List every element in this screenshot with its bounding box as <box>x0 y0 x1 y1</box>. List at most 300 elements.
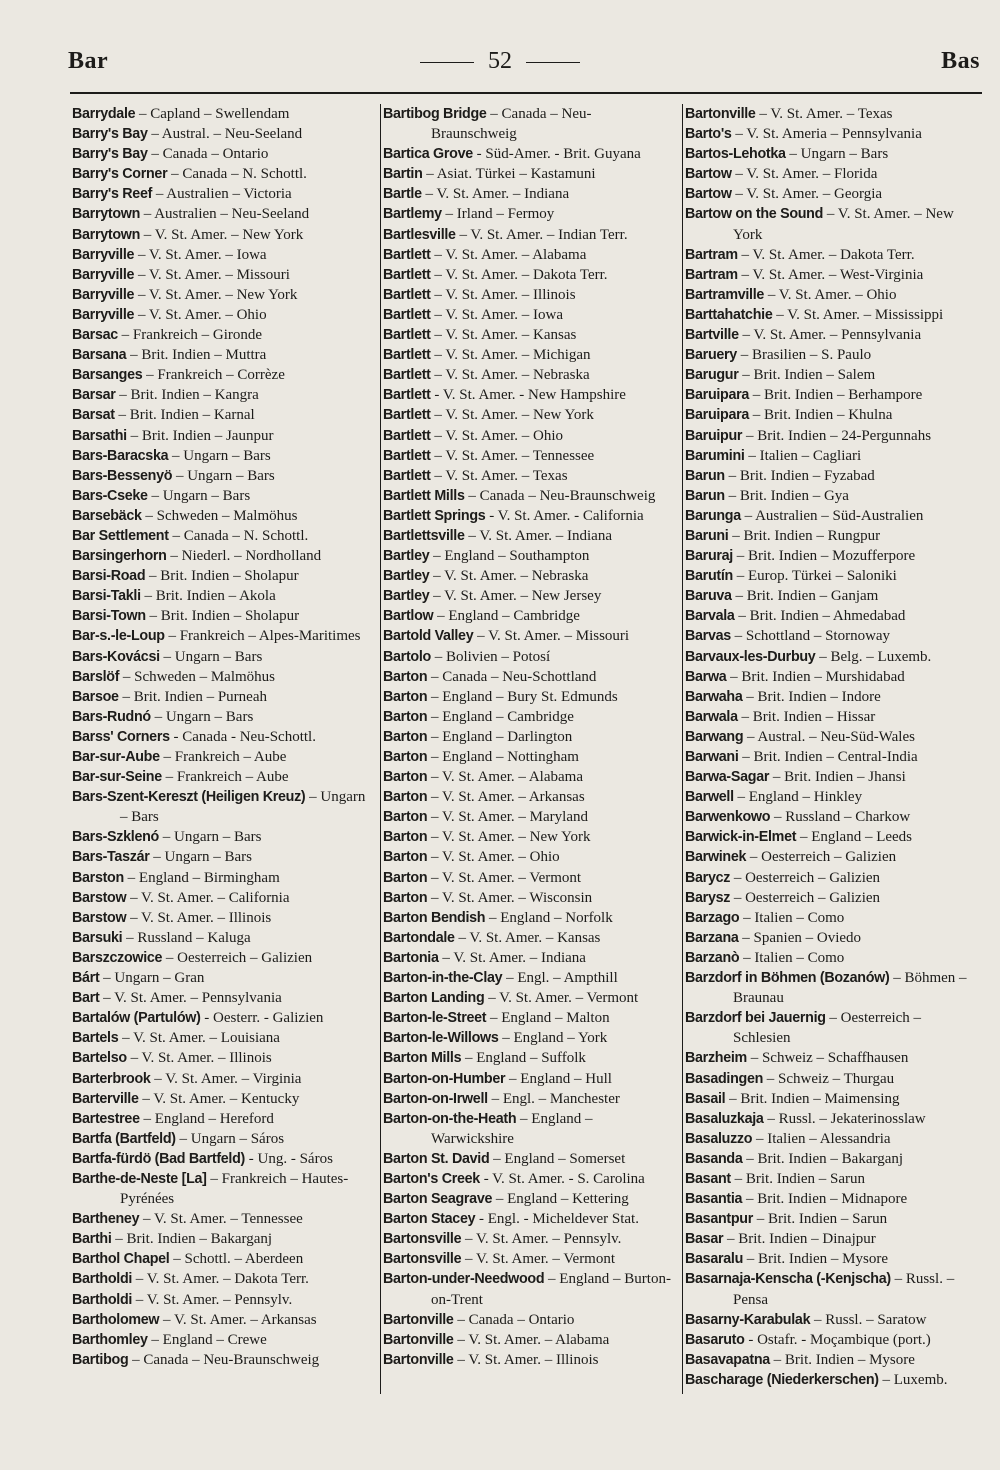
entry-placename: Bartonia <box>383 949 439 966</box>
gazetteer-entry <box>72 285 374 305</box>
header-dash-right <box>526 62 580 63</box>
gazetteer-entry <box>383 325 674 345</box>
entry-placename: Bartlett <box>383 427 431 444</box>
entry-placename: Barton-on-the-Heath <box>383 1110 517 1127</box>
entry-placename: Barwang <box>685 728 744 745</box>
entry-location: – V. St. Amer. – Iowa <box>134 246 267 263</box>
entry-location: – Ungarn – Bars <box>147 487 251 504</box>
gazetteer-entry <box>383 707 674 727</box>
entry-location: – Brit. Indien – 24-Pergunnahs <box>742 427 932 444</box>
entry-placename: Barsathi <box>72 427 127 444</box>
entry-location: - Engl. - Micheldever Stat. <box>475 1211 639 1228</box>
gazetteer-entry <box>72 707 374 727</box>
gazetteer-entry <box>685 265 982 285</box>
entry-location: – Brit. Indien – Karnal <box>114 407 255 424</box>
entry-location: – England – York <box>498 1030 608 1047</box>
entry-location: – Brit. Indien – Mysore <box>769 1351 915 1368</box>
entry-placename: Basaluzkaja <box>685 1110 764 1127</box>
entry-location: – Canada – Ontario <box>147 146 269 163</box>
entry-placename: Bartlesville <box>383 226 456 243</box>
gazetteer-entry <box>685 1069 982 1089</box>
entry-placename: Bartow <box>685 186 732 203</box>
column-2 <box>380 104 674 1394</box>
gazetteer-entry <box>72 245 374 265</box>
entry-placename: Barunga <box>685 507 741 524</box>
entry-location: – V. St. Amer. – Nebraska <box>430 367 590 384</box>
entry-location: – Brit. Indien – Jaunpur <box>126 427 274 444</box>
gazetteer-entry <box>383 204 674 224</box>
entry-location: - Oesterr. - Galizien <box>200 1010 324 1027</box>
entry-location: – V. St. Amer. – Indiana <box>421 186 570 203</box>
entry-placename: Barvala <box>685 608 735 625</box>
gazetteer-entry <box>383 506 674 526</box>
entry-placename: Barycz <box>685 869 731 886</box>
entry-placename: Barsebäck <box>72 507 142 524</box>
entry-placename: Barthe-de-Neste [La] <box>72 1170 207 1187</box>
entry-location: – England – Bury St. Edmunds <box>427 688 618 705</box>
entry-placename: Bartley <box>383 588 430 605</box>
gazetteer-entry <box>383 566 674 586</box>
entry-location: – Russl. – Pensa <box>733 1271 955 1308</box>
gazetteer-entry <box>72 526 374 546</box>
gazetteer-entry <box>685 345 982 365</box>
entry-placename: Bars-Taszár <box>72 849 150 866</box>
gazetteer-entry <box>383 847 674 867</box>
entry-placename: Bartramville <box>685 286 765 303</box>
entry-location: – England – Somerset <box>489 1150 626 1167</box>
gazetteer-entry <box>685 1209 982 1229</box>
entry-placename: Barzdorf in Böhmen (Bozanów) <box>685 970 890 987</box>
gazetteer-entry <box>685 1109 982 1129</box>
entry-placename: Barrytown <box>72 226 141 243</box>
entry-placename: Bartlett <box>383 306 431 323</box>
entry-location: – V. St. Amer. – Indiana <box>464 527 612 544</box>
gazetteer-entry <box>383 1169 674 1189</box>
gazetteer-entry <box>685 787 982 807</box>
entry-location: – V. St. Amer. – Dakota Terr. <box>737 246 915 263</box>
header-dash-left <box>420 62 474 63</box>
header-rule <box>70 92 982 94</box>
entry-location: – Asiat. Türkei – Kastamuni <box>422 166 596 183</box>
gazetteer-entry <box>685 426 982 446</box>
entry-location: – Europ. Türkei – Saloniki <box>732 568 897 585</box>
entry-placename: Barry's Bay <box>72 146 148 163</box>
entry-location: – V. St. Amer. – Ohio <box>764 286 897 303</box>
entry-placename: Barry's Corner <box>72 166 168 183</box>
entry-placename: Barwinek <box>685 849 747 866</box>
entry-location: – V. St. Ameria – Pennsylvania <box>731 126 922 143</box>
entry-location: – Ungarn – Bars <box>172 467 275 484</box>
gazetteer-entry <box>685 1370 982 1390</box>
entry-location: – Brit. Indien – Akola <box>140 588 276 605</box>
gazetteer-entry <box>383 426 674 446</box>
entry-location: – Brit. Indien – Indore <box>742 688 881 705</box>
entry-location: – Capland – Swellendam <box>135 106 290 122</box>
entry-location: – Russl. – Saratow <box>810 1311 927 1328</box>
entry-placename: Barwenkowo <box>685 809 771 826</box>
gazetteer-entry <box>685 687 982 707</box>
entry-placename: Basanda <box>685 1150 743 1167</box>
gazetteer-entry <box>383 285 674 305</box>
gazetteer-entry <box>383 446 674 466</box>
entry-location: – Bolivien – Potosí <box>430 648 551 665</box>
entry-location: – Oesterreich – Galizien <box>162 949 313 966</box>
entry-location: – Brit. Indien – Sholapur <box>145 568 299 585</box>
entry-location: – V. St. Amer. – Tennessee <box>430 447 595 464</box>
gazetteer-entry <box>685 285 982 305</box>
entry-location: – Oesterreich – Galizien <box>746 849 897 866</box>
entry-location: – Ungarn – Bars <box>168 447 271 464</box>
entry-placename: Basail <box>685 1090 726 1107</box>
entry-location: – Brit. Indien – Muttra <box>126 347 267 364</box>
entry-placename: Bartow <box>685 166 732 183</box>
gazetteer-entry <box>72 466 374 486</box>
entry-location: – V. St. Amer. – Ohio <box>134 306 267 323</box>
entry-placename: Bartos-Lehotka <box>685 146 786 163</box>
entry-location: – Brit. Indien – Central-India <box>738 749 918 765</box>
entry-placename: Barsac <box>72 327 118 344</box>
entry-location: – V. St. Amer. – Maryland <box>427 809 588 826</box>
entry-location: – Australien – Victoria <box>152 186 292 203</box>
entry-location: – Canada – Ontario <box>453 1311 575 1328</box>
gazetteer-entry <box>72 566 374 586</box>
gazetteer-entry <box>383 767 674 787</box>
entry-placename: Bars-Rudnó <box>72 708 151 725</box>
entry-location: – V. St. Amer. – Arkansas <box>427 789 585 806</box>
entry-placename: Barton-on-Irwell <box>383 1090 488 1107</box>
gazetteer-entry <box>72 1229 374 1249</box>
gazetteer-entry <box>72 747 374 767</box>
entry-location: – Engl. – Manchester <box>487 1090 620 1107</box>
entry-location: – Brit. Indien – Mysore <box>743 1251 888 1268</box>
entry-placename: Bartlett <box>383 407 431 424</box>
gazetteer-entry <box>72 124 374 144</box>
gazetteer-entry <box>383 486 674 506</box>
gazetteer-entry <box>383 1189 674 1209</box>
gazetteer-entry <box>72 928 374 948</box>
gazetteer-entry <box>72 667 374 687</box>
entry-location: – England – Warwickshire <box>431 1110 593 1147</box>
gazetteer-entry <box>72 446 374 466</box>
entry-placename: Barsi-Town <box>72 608 146 625</box>
entry-location: – V. St. Amer. – Wisconsin <box>427 889 593 906</box>
gazetteer-entry <box>685 365 982 385</box>
gazetteer-entry <box>383 727 674 747</box>
entry-placename: Bartow on the Sound <box>685 206 824 223</box>
entry-location: – V. St. Amer. – Vermont <box>484 990 639 1007</box>
gazetteer-entry <box>685 446 982 466</box>
entry-placename: Barry's Bay <box>72 126 148 143</box>
gazetteer-entry <box>685 104 982 124</box>
entry-placename: Bars-Cseke <box>72 487 148 504</box>
entry-location: – Canada – N. Schottl. <box>167 166 307 183</box>
gazetteer-entry <box>383 1028 674 1048</box>
entry-placename: Barsat <box>72 407 115 424</box>
entry-location: – V. St. Amer. – Ohio <box>430 427 564 444</box>
gazetteer-entry <box>383 385 674 405</box>
entry-placename: Barwani <box>685 749 739 765</box>
gazetteer-entry <box>72 948 374 968</box>
gazetteer-entry <box>685 204 982 244</box>
entry-location: – V. St. Amer. – Mississippi <box>772 306 944 323</box>
gazetteer-entry <box>72 345 374 365</box>
entry-location: – Brit. Indien – Midnapore <box>742 1191 908 1208</box>
gazetteer-entry <box>383 546 674 566</box>
entry-location: – Belg. – Luxemb. <box>815 648 932 665</box>
entry-placename: Barsoe <box>72 688 119 705</box>
gazetteer-entry <box>383 1209 674 1229</box>
entry-location: – V. St. Amer. – Alabama <box>430 246 587 263</box>
entry-location: – Brit. Indien – Fyzabad <box>724 467 875 484</box>
entry-placename: Bartibog <box>72 1351 129 1368</box>
entry-location: – V. St. Amer. – Illinois <box>453 1351 599 1368</box>
entry-placename: Bart <box>72 990 100 1007</box>
gazetteer-entry <box>72 827 374 847</box>
gazetteer-entry <box>383 245 674 265</box>
entry-placename: Barrytown <box>72 206 141 223</box>
gazetteer-entry <box>72 1149 374 1169</box>
entry-location: – England – Norfolk <box>485 909 613 926</box>
gazetteer-entry <box>72 1089 374 1109</box>
entry-placename: Barsuki <box>72 929 123 946</box>
entry-placename: Barsar <box>72 387 116 404</box>
entry-location: – Ungarn – Gran <box>99 970 205 987</box>
gazetteer-entry <box>685 807 982 827</box>
entry-location: – Brit. Indien – Sarun <box>730 1170 866 1187</box>
gazetteer-entry <box>685 546 982 566</box>
gazetteer-entry <box>685 486 982 506</box>
entry-placename: Barton-on-Humber <box>383 1070 506 1087</box>
gazetteer-entry <box>72 727 374 747</box>
entry-placename: Bartlettsville <box>383 527 465 544</box>
entry-location: – Ungarn – Bars <box>120 789 366 826</box>
entry-location: – Canada – Neu-Braunschweig <box>431 106 592 143</box>
entry-location: – V. St. Amer. – Nebraska <box>429 568 589 585</box>
entry-location: – Ungarn – Bars <box>785 146 889 163</box>
gazetteer-entry <box>383 988 674 1008</box>
gazetteer-entry <box>383 526 674 546</box>
entry-location: – Brit. Indien – Purneah <box>118 688 267 705</box>
entry-placename: Bars-Bessenyö <box>72 467 173 484</box>
entry-location: – V. St. Amer. – Florida <box>731 166 878 183</box>
entry-location: – Ungarn – Bars <box>149 849 252 866</box>
entry-location: – Brit. Indien – Mozufferpore <box>732 548 916 565</box>
entry-placename: Barttahatchie <box>685 306 773 323</box>
gazetteer-entry <box>685 948 982 968</box>
entry-placename: Bartlemy <box>383 206 442 223</box>
entry-placename: Baruipur <box>685 427 743 444</box>
entry-placename: Bartolo <box>383 648 431 665</box>
gazetteer-entry <box>685 385 982 405</box>
gazetteer-entry <box>685 526 982 546</box>
entry-location: – Ungarn – Bars <box>150 708 254 725</box>
entry-location: – Italien – Alessandria <box>752 1130 891 1147</box>
gazetteer-entry <box>685 405 982 425</box>
entry-placename: Bar Settlement <box>72 527 169 544</box>
gazetteer-entry <box>383 1069 674 1089</box>
entry-placename: Bartibog Bridge <box>383 106 487 122</box>
entry-placename: Barwa-Sagar <box>685 769 770 786</box>
entry-location: – V. St. Amer. – Dakota Terr. <box>132 1271 309 1288</box>
entry-placename: Barzheim <box>685 1050 747 1067</box>
entry-placename: Baruni <box>685 527 729 544</box>
entry-placename: Barton <box>383 849 428 866</box>
gazetteer-entry <box>685 707 982 727</box>
entry-placename: Barton's Creek <box>383 1170 480 1187</box>
gazetteer-entry <box>685 908 982 928</box>
entry-placename: Barwala <box>685 708 738 725</box>
entry-placename: Bartonville <box>383 1351 454 1368</box>
gazetteer-entry <box>383 184 674 204</box>
gazetteer-entry <box>685 1149 982 1169</box>
entry-location: – V. St. Amer. – New Jersey <box>429 588 602 605</box>
gazetteer-entry <box>383 466 674 486</box>
entry-location: – Oesterreich – Schlesien <box>733 1010 922 1047</box>
entry-location: – Brit. Indien – Ahmedabad <box>734 608 906 625</box>
entry-placename: Bars-Kovácsi <box>72 648 160 665</box>
gazetteer-entry <box>383 1310 674 1330</box>
entry-placename: Barry's Reef <box>72 186 153 203</box>
gazetteer-entry <box>685 1249 982 1269</box>
entry-placename: Barterbrook <box>72 1070 151 1087</box>
gazetteer-entry <box>72 1249 374 1269</box>
entry-location: – Ungarn – Bars <box>158 829 262 846</box>
entry-location: – Luxemb. <box>878 1371 948 1388</box>
gazetteer-entry <box>72 385 374 405</box>
entry-location: – V. St. Amer. – Indiana <box>438 949 586 966</box>
entry-placename: Barun <box>685 487 725 504</box>
entry-location: – Schweden – Malmöhus <box>141 507 298 524</box>
entry-location: – Irland – Fermoy <box>441 206 555 223</box>
entry-placename: Bartlett Springs <box>383 507 486 524</box>
entry-location: – Spanien – Oviedo <box>738 929 862 946</box>
entry-placename: Barton St. David <box>383 1150 490 1167</box>
entry-placename: Bartonville <box>685 106 756 122</box>
entry-location: – V. St. Amer. – Pennsylvania <box>99 990 282 1007</box>
gazetteer-entry <box>383 365 674 385</box>
gazetteer-entry <box>72 144 374 164</box>
entry-location: - V. St. Amer. - California <box>485 507 644 524</box>
entry-placename: Baruva <box>685 588 732 605</box>
entry-location: – Russl. – Jekaterinosslaw <box>763 1110 926 1127</box>
gazetteer-entry <box>72 1269 374 1289</box>
gazetteer-entry <box>685 1350 982 1370</box>
gazetteer-entry <box>72 1310 374 1330</box>
entry-placename: Bartonsville <box>383 1231 462 1248</box>
entry-location: – Brit. Indien – Bakarganj <box>111 1231 273 1248</box>
entry-placename: Barterville <box>72 1090 139 1107</box>
entry-placename: Bartheney <box>72 1211 140 1228</box>
entry-location: – V. St. Amer. – Pennsylv. <box>132 1291 293 1308</box>
entry-placename: Bartlett <box>383 246 431 263</box>
gazetteer-entry <box>72 868 374 888</box>
entry-placename: Bartfa-fürdö (Bad Bartfeld) <box>72 1150 245 1167</box>
entry-placename: Bascharage (Niederkerschen) <box>685 1371 879 1388</box>
gazetteer-entry <box>685 827 982 847</box>
entry-placename: Barthi <box>72 1231 112 1248</box>
gazetteer-entry <box>383 827 674 847</box>
gazetteer-entry <box>383 908 674 928</box>
entry-placename: Barton-in-the-Clay <box>383 970 503 987</box>
gazetteer-entry <box>383 345 674 365</box>
gazetteer-entry <box>72 647 374 667</box>
entry-location: – Ungarn – Bars <box>159 648 263 665</box>
gazetteer-entry <box>72 405 374 425</box>
entry-placename: Bartholomew <box>72 1311 160 1328</box>
entry-placename: Bartlett <box>383 447 431 464</box>
entry-location: – Engl. – Ampthill <box>502 970 618 987</box>
entry-location: – England – Hull <box>505 1070 612 1087</box>
entry-location: – Frankreich – Aube <box>159 749 287 765</box>
entry-location: - Ostafr. - Moçambique (port.) <box>744 1331 931 1348</box>
entry-location: – Frankreich – Aube <box>161 769 289 786</box>
gazetteer-entry <box>72 204 374 224</box>
entry-placename: Bartlett <box>383 266 431 283</box>
entry-placename: Barzdorf bei Jauernig <box>685 1010 826 1027</box>
entry-placename: Barton-under-Needwood <box>383 1271 545 1288</box>
entry-placename: Barwick-in-Elmet <box>685 829 797 846</box>
gazetteer-entry <box>685 586 982 606</box>
entry-location: – Brit. Indien – Maimensing <box>725 1090 900 1107</box>
entry-location: – V. St. Amer. – Kansas <box>430 327 577 344</box>
entry-placename: Barton <box>383 668 428 685</box>
entry-location: – Ungarn – Sáros <box>175 1130 285 1147</box>
entry-location: - Süd-Amer. - Brit. Guyana <box>472 146 641 163</box>
entry-placename: Basadingen <box>685 1070 764 1087</box>
entry-placename: Barthomley <box>72 1331 148 1348</box>
entry-location: – Frankreich – Alpes-Maritimes <box>164 628 361 645</box>
entry-placename: Basarny-Karabulak <box>685 1311 811 1328</box>
entry-location: – Australien – Neu-Seeland <box>140 206 310 223</box>
gazetteer-entry <box>72 1048 374 1068</box>
gazetteer-entry <box>685 727 982 747</box>
gazetteer-entry <box>72 968 374 988</box>
entry-location: - Canada - Neu-Schottl. <box>169 728 316 745</box>
gazetteer-entry <box>72 104 374 124</box>
gazetteer-entry <box>383 868 674 888</box>
gazetteer-entry <box>383 1229 674 1249</box>
entry-placename: Bartley <box>383 568 430 585</box>
entry-location: – England – Cambridge <box>427 708 574 725</box>
entry-placename: Barton Landing <box>383 990 485 1007</box>
entry-placename: Barton Bendish <box>383 909 486 926</box>
entry-placename: Barton <box>383 728 428 745</box>
entry-location: – Brit. Indien – Ganjam <box>731 588 879 605</box>
gazetteer-entry <box>383 164 674 184</box>
entry-location: – England – Kettering <box>492 1191 629 1208</box>
entry-location: – V. St. Amer. – West-Virginia <box>737 266 924 283</box>
gazetteer-entry <box>685 847 982 867</box>
entry-placename: Bartels <box>72 1030 119 1047</box>
gazetteer-entry <box>72 847 374 867</box>
entry-placename: Barton-le-Willows <box>383 1030 499 1047</box>
entry-location: – V. St. Amer. – Illinois <box>430 286 576 303</box>
entry-placename: Basaralu <box>685 1251 743 1268</box>
gazetteer-entry <box>685 1269 982 1309</box>
gazetteer-entry <box>685 1048 982 1068</box>
gazetteer-entry <box>685 1008 982 1048</box>
entry-location: – V. St. Amer. – Louisiana <box>118 1030 280 1047</box>
gazetteer-entry <box>72 1028 374 1048</box>
entry-location: – Australien – Süd-Australien <box>740 507 924 524</box>
entry-location: – V. St. Amer. – Pennsylv. <box>461 1231 622 1248</box>
entry-placename: Barsi-Takli <box>72 588 141 605</box>
entry-placename: Bartalów (Partulów) <box>72 1010 201 1027</box>
entry-placename: Barysz <box>685 889 731 906</box>
gazetteer-entry <box>383 1350 674 1370</box>
gazetteer-entry <box>72 1069 374 1089</box>
entry-placename: Bartville <box>685 327 739 344</box>
